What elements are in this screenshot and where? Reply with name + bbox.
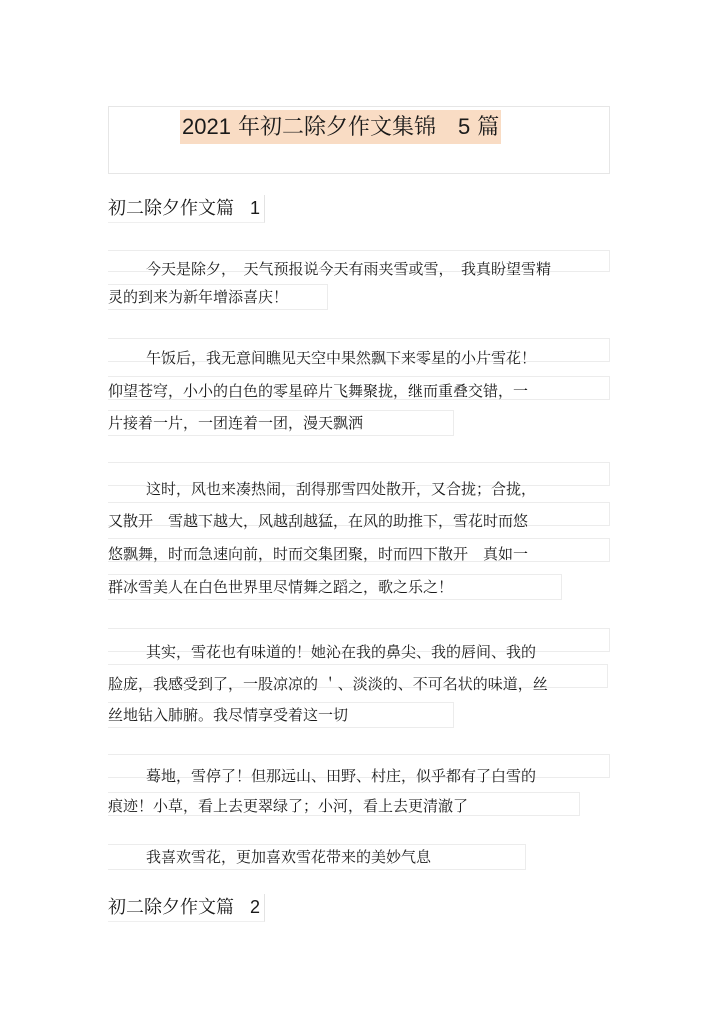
title-count: 5 [457, 114, 471, 139]
paragraph-line: 脸庞，我感受到了，一股凉凉的 ＇、淡淡的、不可名状的味道，丝 [108, 675, 548, 693]
paragraph-line: 悠飘舞，时而急速向前，时而交集团聚，时而四下散开 真如一 [108, 545, 529, 563]
paragraph-line: 灵的到来为新年增添喜庆！ [108, 288, 289, 306]
paragraph-line: 午饭后，我无意间瞧见天空中果然飘下来零星的小片雪花！ [146, 349, 537, 367]
paragraph-line: 仰望苍穹，小小的白色的零星碎片飞舞聚拢，继而重叠交错，一 [108, 382, 529, 400]
paragraph-line: 其实，雪花也有味道的！她沁在我的鼻尖、我的唇间、我的 [146, 643, 537, 661]
section-heading-label: 初二除夕作文篇 [108, 897, 234, 918]
title-year: 2021 [182, 114, 231, 139]
paragraph-line: 我喜欢雪花，更加喜欢雪花带来的美妙气息 [146, 848, 432, 866]
section-heading-2 [108, 894, 265, 922]
paragraph-line: 片接着一片，一团连着一团，漫天飘洒 [108, 414, 364, 432]
section-heading-number: 1 [250, 198, 261, 218]
section-heading-label: 初二除夕作文篇 [108, 198, 234, 219]
paragraph-line: 这时，风也来凑热闹，刮得那雪四处散开，又合拢；合拢， [146, 480, 537, 498]
page-title [180, 110, 501, 144]
paragraph-line: 痕迹！小草，看上去更翠绿了；小河，看上去更清澈了 [108, 797, 469, 815]
section-heading-1 [108, 195, 265, 223]
paragraph-line: 又散开 雪越下越大，风越刮越猛，在风的助推下，雪花时而悠 [108, 512, 529, 530]
paragraph-line: 丝地钻入肺腑。我尽情享受着这一切 [108, 706, 349, 724]
title-main: 年初二除夕作文集锦 [230, 115, 458, 140]
section-heading-number: 2 [250, 897, 261, 917]
paragraph-line: 蓦地，雪停了！但那远山、田野、村庄，似乎都有了白雪的 [146, 767, 537, 785]
paragraph-line: 群冰雪美人在白色世界里尽情舞之蹈之，歌之乐之！ [108, 578, 454, 596]
title-suffix: 篇 [470, 115, 500, 140]
paragraph-line: 今天是除夕， 天气预报说今天有雨夹雪或雪， 我真盼望雪精 [146, 260, 552, 278]
